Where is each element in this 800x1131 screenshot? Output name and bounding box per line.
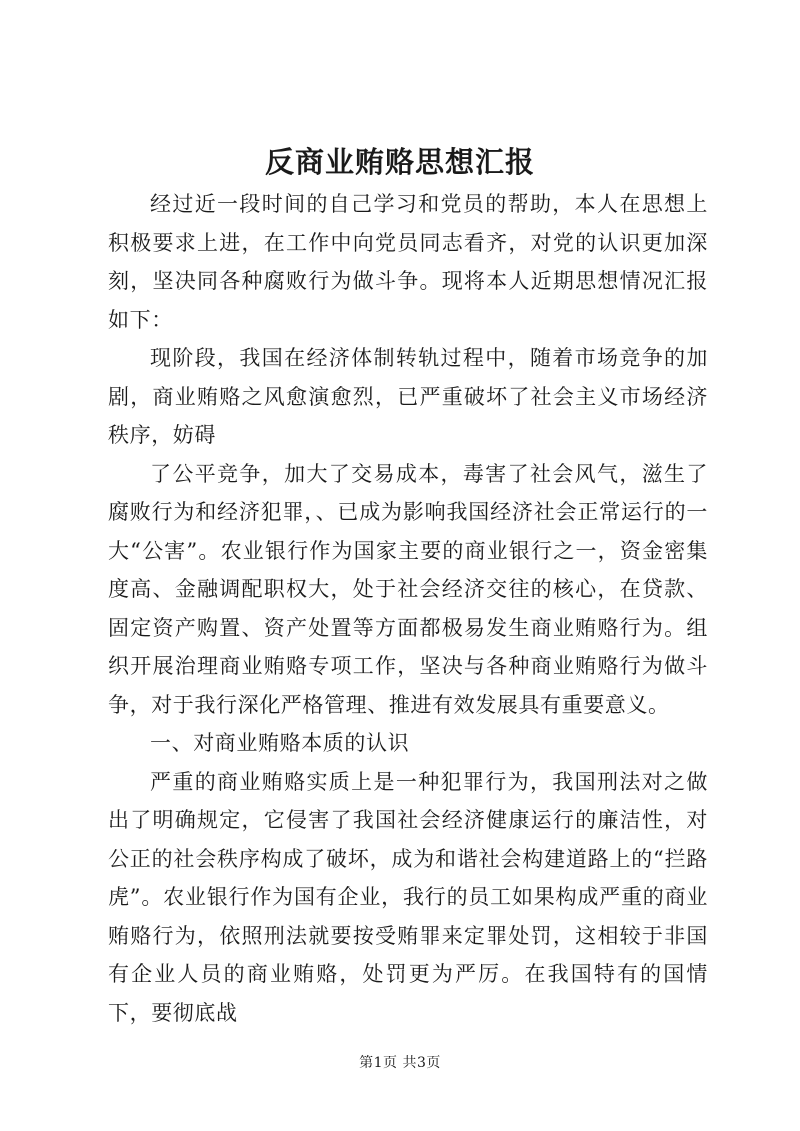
section-heading: 一、对商业贿赂本质的认识 xyxy=(150,731,410,755)
paragraph: 了公平竞争，加大了交易成本，毒害了社会风气，滋生了腐败行为和经济犯罪，、已成为影响我国经济社会正常运行的一大“公害”。农业银行作为国家主要的商业银行之一，资金密集度高、金融调配职权大，处于社会经济交往的核心，在贷款、固定资产购置、资产处置等方面都极易发生商业贿赂行为。组织开展治理商业贿赂专项工作，坚决与各种商业贿赂行为做斗争，对于我行深化严格管理、推进有效发展具有重要意义。 xyxy=(108,461,708,717)
page-footer: 第1页 共3页 xyxy=(359,1055,441,1071)
document-body xyxy=(108,185,708,1032)
paragraph: 经过近一段时间的自己学习和党员的帮助，本人在思想上积极要求上进，在工作中向党员同志看齐，对党的认识更加深刻，坚决同各种腐败行为做斗争。现将本人近期思想情况汇报如下： xyxy=(108,192,708,332)
paragraph: 严重的商业贿赂实质上是一种犯罪行为，我国刑法对之做出了明确规定，它侵害了我国社会经济健康运行的廉洁性，对公正的社会秩序构成了破坏，成为和谐社会构建道路上的“拦路虎”。农业银行作为国有企业，我行的员工如果构成严重的商业贿赂行为，依照刑法就要按受贿罪来定罪处罚，这相较于非国有企业人员的商业贿赂，处罚更为严厉。在我国特有的国情下，要彻底战 xyxy=(108,769,708,1025)
paragraph: 现阶段，我国在经济体制转轨过程中，随着市场竞争的加剧，商业贿赂之风愈演愈烈，已严重破坏了社会主义市场经济秩序，妨碍 xyxy=(108,346,708,447)
document-title: 反商业贿赂思想汇报 xyxy=(264,145,535,179)
